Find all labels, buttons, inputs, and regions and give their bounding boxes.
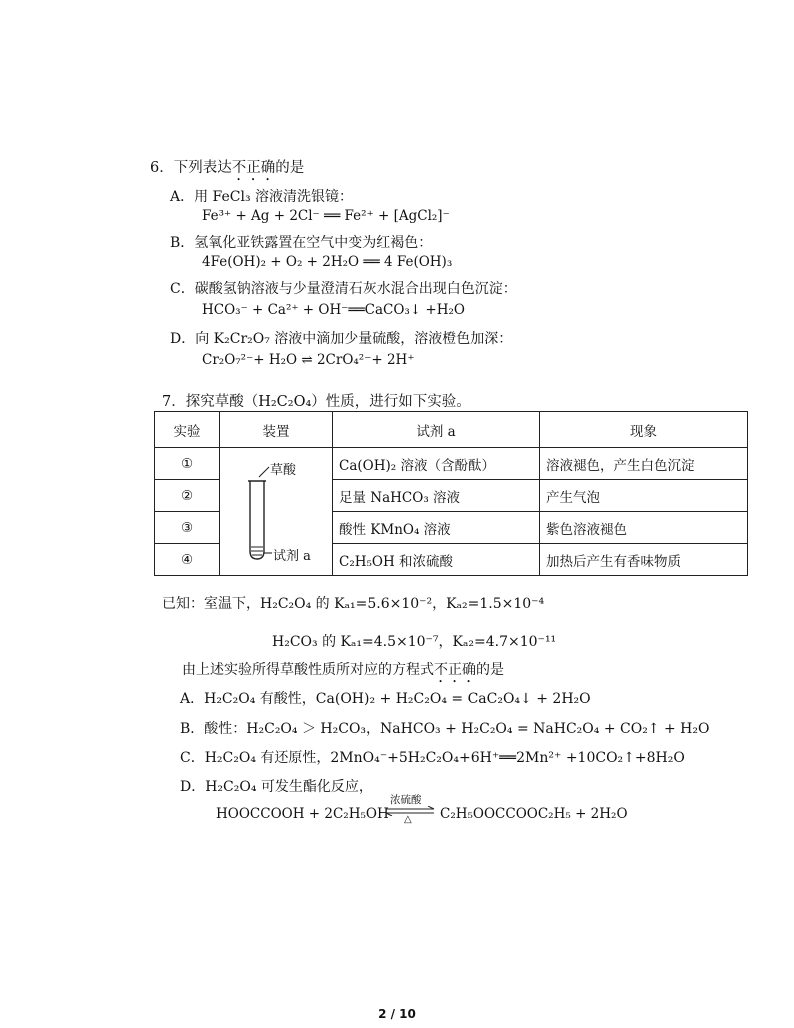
reagent-cell: Ca(OH)₂ 溶液（含酚酞） bbox=[333, 448, 540, 480]
q6-option-c-label: C．碳酸氢钠溶液与少量澄清石灰水混合出现白色沉淀： bbox=[170, 281, 517, 297]
known-line-2: H₂CO₃ 的 Kₐ₁=4.5×10⁻⁷，Kₐ₂=4.7×10⁻¹¹ bbox=[272, 634, 557, 650]
table-header-row bbox=[155, 412, 748, 448]
reagent-cell: C₂H₅OH 和浓硫酸 bbox=[333, 544, 540, 576]
condition-catalyst: 浓硫酸 bbox=[390, 794, 422, 806]
q6-stem bbox=[150, 156, 304, 184]
q7-stem: 7．探究草酸（H₂C₂O₄）性质，进行如下实验。 bbox=[162, 394, 471, 410]
table-header: 装置 bbox=[220, 412, 333, 448]
phenomenon-cell: 产生气泡 bbox=[540, 480, 748, 512]
test-tube-apparatus bbox=[232, 455, 322, 575]
q7-option-c: C．H₂C₂O₄ 有还原性，2MnO₄⁻+5H₂C₂O₄+6H⁺══2Mn²⁺ +10CO₂↑+8H₂O bbox=[180, 750, 685, 766]
phenomenon-cell: 加热后产生有香味物质 bbox=[540, 544, 748, 576]
q7-option-a: A．H₂C₂O₄ 有酸性，Ca(OH)₂ + H₂C₂O₄ = CaC₂O₄↓ + 2H₂O bbox=[180, 691, 591, 707]
reagent-cell: 酸性 KMnO₄ 溶液 bbox=[333, 512, 540, 544]
q7-option-d-equation-right: C₂H₅OOCCOOC₂H₅ + 2H₂O bbox=[440, 806, 628, 822]
esterification-condition bbox=[384, 792, 436, 828]
experiment-number: ① bbox=[155, 448, 220, 480]
q6-option-b-equation: 4Fe(OH)₂ + O₂ + 2H₂O ══ 4 Fe(OH)₃ bbox=[202, 254, 453, 270]
q6-stem-emphasis: 不正确 bbox=[231, 160, 276, 176]
table-header: 实验 bbox=[155, 412, 220, 448]
q7-option-b: B．酸性：H₂C₂O₄ ＞ H₂CO₃，NaHCO₃ + H₂C₂O₄ = NaHC₂O₄ + CO₂↑ + H₂O bbox=[180, 721, 710, 737]
q6-option-a-equation: Fe³⁺ + Ag + 2Cl⁻ ══ Fe²⁺ + [AgCl₂]⁻ bbox=[202, 208, 450, 224]
q6-option-c-equation: HCO₃⁻ + Ca²⁺ + OH⁻══CaCO₃↓ +H₂O bbox=[202, 302, 465, 318]
condition-heat: △ bbox=[404, 814, 412, 825]
q6-option-d-equation: Cr₂O₇²⁻+ H₂O ⇌ 2CrO₄²⁻+ 2H⁺ bbox=[202, 352, 415, 368]
phenomenon-cell: 紫色溶液褪色 bbox=[540, 512, 748, 544]
q6-option-a-label: A．用 FeCl₃ 溶液清洗银镜： bbox=[170, 189, 354, 205]
apparatus-label-reagent: 试剂 a bbox=[273, 549, 311, 564]
table-header: 现象 bbox=[540, 412, 748, 448]
q6-option-b-label: B．氢氧化亚铁露置在空气中变为红褐色： bbox=[170, 235, 433, 251]
q7-sub-stem-text: 由上述实验所得草酸性质所对应的方程式 bbox=[182, 662, 434, 678]
experiment-number: ④ bbox=[155, 544, 220, 576]
q7-option-d-equation-left: HOOCCOOH + 2C₂H₅OH bbox=[216, 806, 389, 822]
q7-sub-stem-emphasis: 不正确 bbox=[434, 662, 476, 678]
experiment-number: ③ bbox=[155, 512, 220, 544]
phenomenon-cell: 溶液褪色，产生白色沉淀 bbox=[540, 448, 748, 480]
apparatus-label-oxalic-acid: 草酸 bbox=[270, 463, 297, 478]
reagent-cell: 足量 NaHCO₃ 溶液 bbox=[333, 480, 540, 512]
experiment-number: ② bbox=[155, 480, 220, 512]
q6-option-d-label: D．向 K₂Cr₂O₇ 溶液中滴加少量硫酸，溶液橙色加深： bbox=[170, 331, 513, 347]
q7-sub-stem-tail: 的是 bbox=[476, 662, 504, 678]
known-line-1: 已知：室温下，H₂C₂O₄ 的 Kₐ₁=5.6×10⁻²，Kₐ₂=1.5×10⁻⁴ bbox=[162, 596, 545, 612]
q6-stem-text: 6．下列表达 bbox=[150, 160, 232, 176]
q7-sub-stem bbox=[182, 659, 504, 686]
q6-stem-tail: 的是 bbox=[275, 160, 305, 176]
table-header: 试剂 a bbox=[333, 412, 540, 448]
page-number: 2 / 10 bbox=[378, 1007, 416, 1021]
q7-option-d: D．H₂C₂O₄ 可发生酯化反应， bbox=[180, 779, 373, 795]
